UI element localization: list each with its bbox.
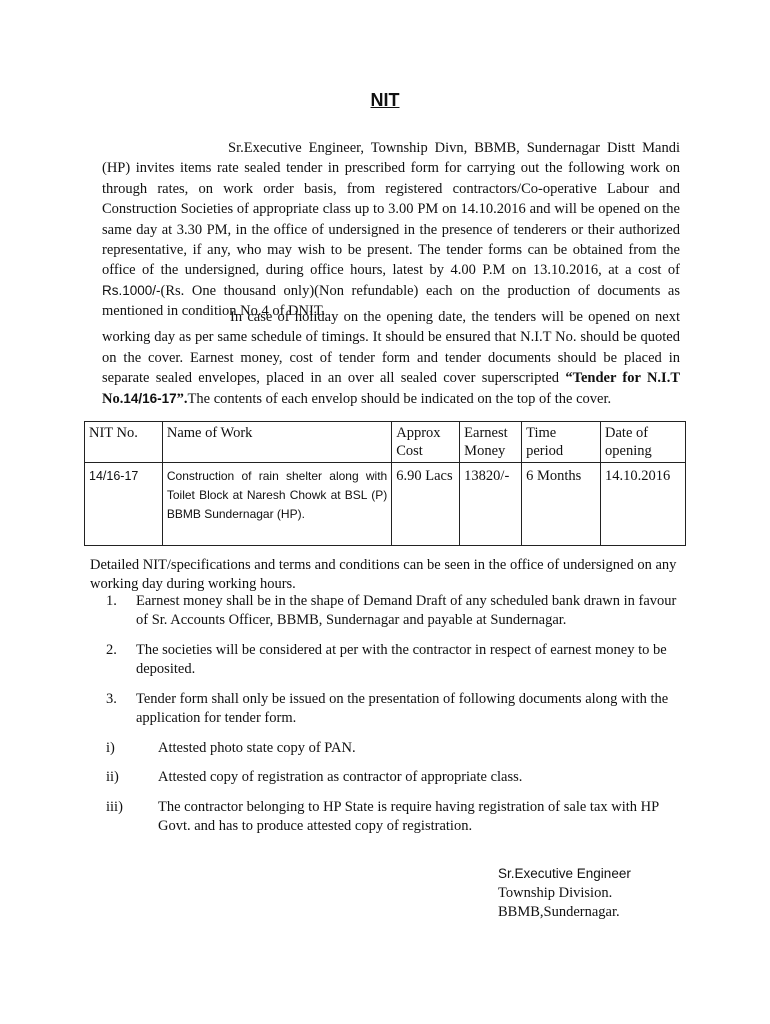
signature-block: [498, 864, 631, 923]
document-text: Attested copy of registration as contractor of appropriate class.: [158, 769, 523, 785]
condition-item: [106, 690, 686, 728]
document-text: Attested photo state copy of PAN.: [158, 740, 356, 756]
condition-number: 2.: [106, 642, 117, 658]
signature-designation: Sr.Executive Engineer: [498, 866, 631, 881]
document-text: The contractor belonging to HP State is require having registration of sale tax with HP Govt. and has to produce attested copy of registration.: [158, 799, 659, 834]
holiday-text: In case of holiday on the opening date, the tenders will be opened on next working day as per same schedule of timings. It should be ensured that N.I.T No. should be quoted on the cover. Earnest money, cost of tender form and tender documents should be placed in separate sealed envelopes, placed in an over all sealed cover superscripted: [102, 309, 680, 387]
document-item: [106, 739, 686, 758]
detail-paragraph: Detailed NIT/specifications and terms and conditions can be seen in the office of undersigned on any working day during working hours.: [90, 557, 677, 592]
superscription-close: ”.: [176, 390, 188, 407]
envelope-text: The contents of each envelop should be indicated on the top of the cover.: [187, 390, 612, 407]
intro-paragraph-2: [102, 307, 680, 409]
cell-approx-cost: 6.90 Lacs: [392, 463, 460, 546]
condition-text: The societies will be considered at per with the contractor in respect of earnest money to be deposited.: [136, 642, 667, 677]
signature-location: BBMB,Sundernagar.: [498, 904, 620, 920]
page-title: NIT: [370, 90, 400, 110]
condition-item: [106, 592, 686, 630]
cell-nit-no: 14/16-17: [85, 463, 163, 546]
header-name-of-work: Name of Work: [162, 422, 391, 463]
intro-paragraph-1: [102, 138, 680, 322]
superscription-nit-no: 14/16-17: [123, 390, 177, 406]
superscription-label: “Tender for N.I.T No.: [102, 370, 680, 407]
intro-text-b: (Rs. One thousand only)(Non refundable) each on the production of documents as mentioned in condition No.4 of DNIT.: [102, 282, 680, 320]
condition-item: [106, 641, 686, 679]
header-date-of-opening: Date of opening: [601, 422, 686, 463]
table-row: [85, 463, 686, 546]
document-number: ii): [106, 769, 119, 785]
table-header-row: [85, 422, 686, 463]
condition-text: Tender form shall only be issued on the presentation of following documents along with the application for tender form.: [136, 691, 669, 726]
condition-number: 3.: [106, 691, 117, 707]
header-earnest-money: Earnest Money: [460, 422, 522, 463]
cell-name-of-work: Construction of rain shelter along with Toilet Block at Naresh Chowk at BSL (P) BBMB Sundernagar (HP).: [162, 463, 391, 546]
document-number: i): [106, 740, 115, 756]
tender-cost: Rs.1000/-: [102, 282, 161, 298]
header-approx-cost: Approx Cost: [392, 422, 460, 463]
signature-division: Township Division.: [498, 884, 613, 901]
cell-time-period: 6 Months: [522, 463, 601, 546]
document-number: iii): [106, 799, 123, 815]
document-item: [106, 798, 686, 836]
header-time-period: Time period: [522, 422, 601, 463]
cell-date-of-opening: 14.10.2016: [601, 463, 686, 546]
header-nit-no: NIT No.: [85, 422, 163, 463]
intro-text-a: Sr.Executive Engineer, Township Divn, BBMB, Sundernagar Distt Mandi (HP) invites items rate sealed tender in prescribed form for carrying out the following work on through rates, on work order basis, from registered contractors/Co-operative Labour and Construction Societies of appropriate class up to 3.00 PM on 14.10.2016 and will be opened on the same day at 3.30 PM, in the office of undersigned in the presence of tenderers or their authorized representative, if any, who may wish to be present. The tender forms can be obtained from the office of the undersigned, during office hours, latest by 4.00 P.M on 13.10.2016, at a cost of: [102, 140, 680, 279]
condition-text: Earnest money shall be in the shape of Demand Draft of any scheduled bank drawn in favour of Sr. Accounts Officer, BBMB, Sundernagar and payable at Sundernagar.: [136, 593, 677, 628]
work-table: [84, 421, 686, 546]
condition-number: 1.: [106, 593, 117, 609]
cell-earnest-money: 13820/-: [460, 463, 522, 546]
document-item: [106, 768, 686, 787]
